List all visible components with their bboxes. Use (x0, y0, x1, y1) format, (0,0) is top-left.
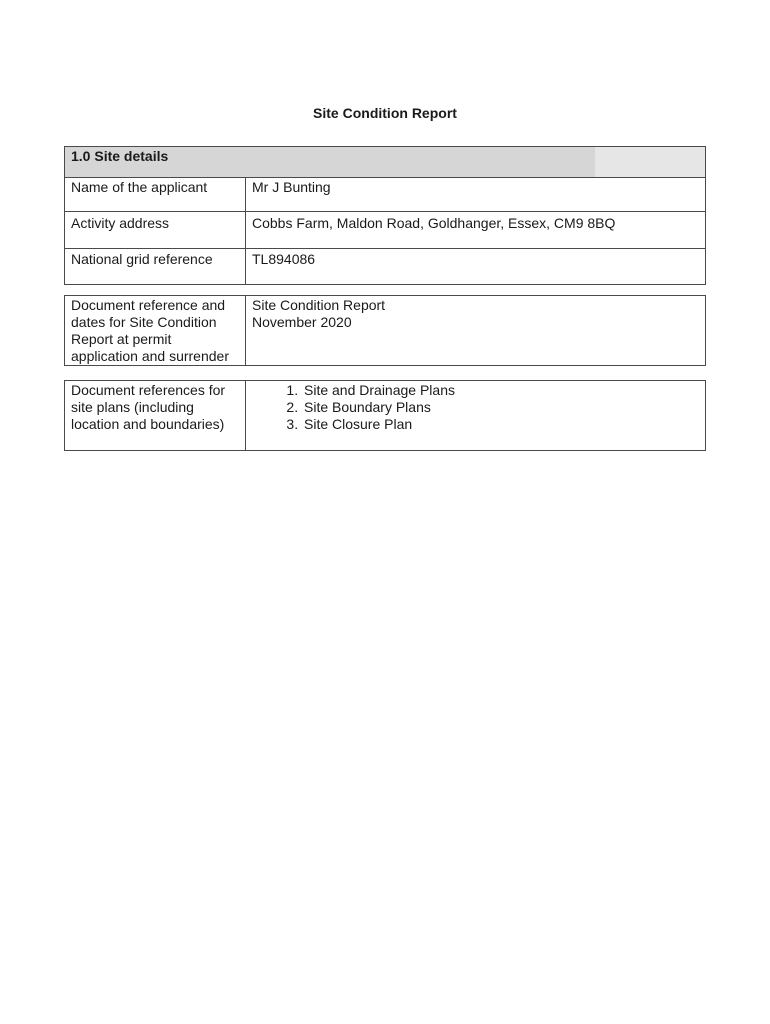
table-row (65, 381, 706, 451)
table-row (65, 212, 706, 249)
applicant-label: Name of the applicant (65, 178, 246, 212)
activity-address-value: Cobbs Farm, Maldon Road, Goldhanger, Essex, CM9 8BQ (246, 212, 706, 249)
document-reference-table (64, 295, 706, 366)
site-details-heading-cell (65, 147, 706, 178)
table-row (65, 178, 706, 212)
list-item: 1. Site and Drainage Plans (302, 382, 699, 399)
grid-reference-label: National grid reference (65, 249, 246, 285)
site-details-table (64, 146, 706, 285)
list-item: 2. Site Boundary Plans (302, 399, 699, 416)
site-plans-table (64, 380, 706, 451)
document-reference-line1: Site Condition Report (252, 297, 386, 313)
site-plans-list (252, 382, 699, 433)
site-plans-value (246, 381, 706, 451)
list-item: 3. Site Closure Plan (302, 416, 699, 433)
document-reference-value (246, 296, 706, 366)
table-row (65, 296, 706, 366)
site-plans-label: Document references for site plans (including location and boundaries) (65, 381, 246, 451)
site-details-heading: 1.0 Site details (71, 148, 169, 164)
document-reference-line2: November 2020 (252, 314, 352, 330)
site-details-header-row (65, 147, 706, 178)
table-row (65, 249, 706, 285)
activity-address-label: Activity address (65, 212, 246, 249)
header-shade (595, 147, 705, 177)
document-reference-label: Document reference and dates for Site Condition Report at permit application and surrender (65, 296, 246, 366)
grid-reference-value: TL894086 (246, 249, 706, 285)
page-title: Site Condition Report (313, 105, 457, 121)
applicant-value: Mr J Bunting (246, 178, 706, 212)
